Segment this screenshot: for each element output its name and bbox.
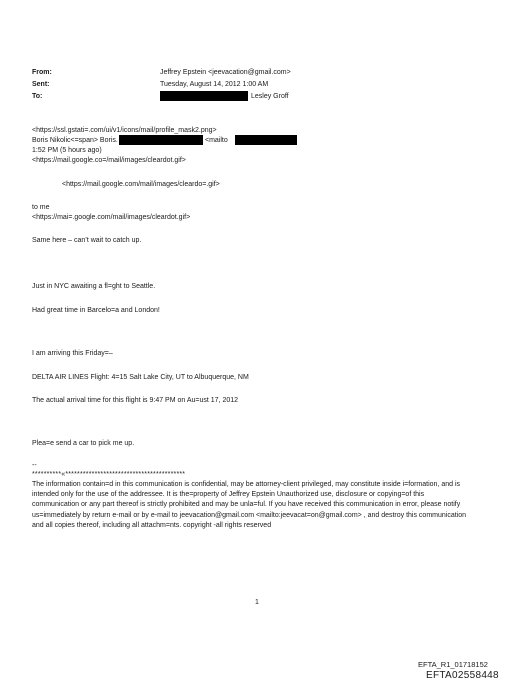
body-line-car-request: Plea=e send a car to pick me up. — [32, 440, 135, 447]
from-value: Jeffrey Epstein <jeevacation@gmail.com> — [160, 69, 291, 76]
body-line-sender: Boris Nikolic<=span> Boris. — [32, 137, 118, 144]
redaction-box — [119, 135, 203, 145]
body-line-barcelona: Had great time in Barcelo=a and London! — [32, 307, 160, 314]
body-line-time: 1:52 PM (5 hours ago) — [32, 147, 102, 154]
body-line-mailto: <mailto — [205, 137, 228, 144]
redaction-box — [160, 91, 248, 101]
to-value: Lesley Groff — [251, 93, 289, 100]
sent-value: Tuesday, August 14, 2012 1:00 AM — [160, 81, 269, 88]
body-line-cleardot-3: <https://mai=.google.com/mail/images/cleardot.gif> — [32, 214, 191, 221]
body-line-flight: DELTA AIR LINES Flight: 4=15 Salt Lake City, UT to Albuquerque, NM — [32, 374, 249, 381]
body-line-nyc: Just in NYC awaiting a fl=ght to Seattle. — [32, 283, 156, 290]
body-line-arriving: I am arriving this Friday=– — [32, 350, 113, 357]
page-number: 1 — [255, 599, 259, 606]
footer-id-primary: EFTA_R1_01718152 — [418, 660, 488, 669]
confidentiality-disclaimer: The information contain=d in this communication is confidential, may be attorney-client privileged, may constitute inside i=formation, and is intended only for the use of the addressee. It is the=property of Jeffrey Epstein Unauthorized use, disclosure or copying=of this communication or any part thereof is strictly prohibited and may be unla=ful. If you have received this communication in error, please notify us=immediately by return e-mail or by e-mail to jeevacation@gmail.com <mailto:jeevacat=on@gmail.com> , and destroy this communication and all copies thereof, including all attachm=nts. copyright -all rights reserved — [32, 481, 467, 529]
redaction-box — [235, 135, 297, 145]
body-line-arrival-time: The actual arrival time for this flight is 9:47 PM on Au=ust 17, 2012 — [32, 397, 239, 404]
body-line-cleardot-2: <https://mail.google.com/mail/images/cleardo=.gif> — [62, 181, 220, 188]
body-line-to-me: to me — [32, 204, 50, 211]
to-label: To: — [32, 93, 43, 100]
signature-stars: **********«***************************************** — [32, 471, 186, 478]
from-label: From: — [32, 69, 52, 76]
body-line-reply: Same here – can’t wait to catch up. — [32, 237, 142, 244]
body-line-profile-link: <https://ssl.gstati=.com/ui/v1/icons/mail/profile_mask2.png> — [32, 127, 217, 134]
footer-id-secondary: EFTA02558448 — [426, 670, 499, 681]
body-line-cleardot-1: <https://mail.google.co=/mail/images/cleardot.gif> — [32, 157, 186, 164]
sent-label: Sent: — [32, 81, 50, 88]
signature-dash: -- — [32, 462, 37, 469]
